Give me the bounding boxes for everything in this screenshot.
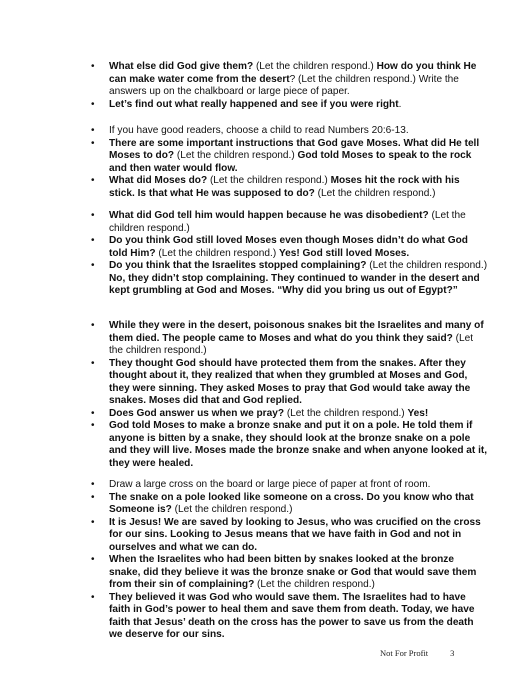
text-segment: (Let the children respond.) [314,187,436,199]
text-segment: (Let the children respond.) [109,210,466,234]
text-segment: They believed it was God who would save them. The Israelites had to have faith in God’s power to heal them and save them from death. Today, we have faith that Jesus’ death on the cross has the power to save us from the death we deserve for our sins. [109,591,475,640]
list-item [88,260,488,298]
list-item [88,138,488,176]
text-segment: When the Israelites who had been bitten by snakes looked at the bronze snake, did they believe it was the bronze snake or God that would save them from their sin of complaining? [109,554,477,590]
item-text [109,479,431,490]
text-segment: They thought God should have protected them from the snakes. After they thought about it, they realized that when they grumbled at Moses and God, they were sinning. They asked Moses to pray that God would take away the snakes. Moses did that and God replied. [109,357,471,406]
text-segment: Does God answer us when we pray? [109,407,285,419]
lesson-group-2 [88,125,488,200]
text-segment: The snake on a pole looked like someone on a cross. Do you know who that Someone is? [109,491,474,515]
bullet-icon: • [91,260,95,271]
text-segment: What did God tell him would happen because he was disobedient? [109,210,429,221]
lesson-group-1 [88,61,488,111]
item-text [109,260,487,296]
text-segment: (Let the children respond.) [253,61,377,72]
bullet-icon: • [91,420,95,431]
bullet-icon: • [91,320,95,331]
list-item [88,210,488,235]
text-segment: How do you think He can make water come from the desert [109,61,477,85]
item-text [109,420,487,469]
item-text [109,210,466,234]
text-segment: Yes! [407,407,429,419]
list-item [88,235,488,260]
bullet-icon: • [91,479,95,490]
text-segment: Let’s find out what really happened and see if you were right [109,98,399,110]
text-segment: . [398,98,402,110]
bullet-icon: • [91,137,95,149]
bullet-icon: • [91,210,95,221]
bullet-icon: • [91,61,95,72]
text-segment: Yes! God still loved Moses. [278,247,410,259]
item-text [109,517,481,553]
text-segment: What else did God give them? [109,61,254,72]
list-item [88,517,488,555]
bullet-icon: • [91,98,95,110]
list-item [88,479,488,492]
bullet-icon: • [91,516,95,528]
item-text [109,492,474,516]
lesson-group-4 [88,320,488,470]
text-segment: (Let the children respond.) [171,504,293,515]
bullet-icon: • [91,554,95,565]
list-item [88,408,488,421]
text-segment: (Let the children respond.) [155,247,279,259]
text-segment: (Let the children respond.) [284,407,408,419]
text-segment: God told Moses to make a bronze snake and put it on a pole. He told them if anyone is bitten by a snake, they should look at the bronze snake on a pole and they will live. Moses made the bronze snake and when anyone looked at it, they were healed. [109,420,488,469]
item-text [109,408,428,419]
item-text [109,138,479,174]
footer-text: Not For Profit [380,648,429,658]
list-item [88,420,488,470]
text-segment: Do you think that the Israelites stopped complaining? [109,260,367,271]
bullet-icon: • [91,175,95,186]
list-item [88,492,488,517]
page-footer [380,648,454,658]
text-segment: While they were in the desert, poisonous snakes bit the Israelites and many of them died. The people came to Moses and what do you think they said? [109,320,484,344]
list-item [88,125,488,138]
text-segment: (Let the children respond.) [254,579,375,590]
text-segment: (Let the children respond.) [207,175,331,186]
text-segment: (Let the children respond.) [109,332,474,356]
page-number: 3 [450,648,455,658]
text-segment: God told Moses to speak to the rock and then water would flow. [109,150,472,174]
bullet-icon: • [91,235,95,246]
text-segment: ? (Let the children respond.) Write the answers up on the chalkboard or large piece of paper. [109,73,459,97]
item-text [109,592,475,641]
item-text [109,320,484,356]
list-item [88,592,488,642]
item-text [109,61,476,97]
bullet-icon: • [91,357,95,369]
item-text [109,358,470,407]
text-segment: It is Jesus! We are saved by looking to Jesus, who was crucified on the cross for our sins. Looking to Jesus means that we have faith in God and not in ourselves and what we can do. [109,516,481,553]
text-segment: (Let the children respond.) [366,260,488,271]
item-text [109,175,460,199]
lesson-group-5 [88,479,488,642]
text-segment: There are some important instructions that God gave Moses. What did He tell Moses to do? [109,137,480,161]
list-item [88,175,488,200]
item-text [109,554,476,590]
bullet-icon: • [91,125,95,136]
bullet-icon: • [91,591,95,603]
list-item [88,61,488,99]
bullet-icon: • [91,491,95,503]
item-text [109,235,468,259]
lesson-group-3 [88,210,488,298]
text-segment: No, they didn’t stop complaining. They continued to wander in the desert and kept grumbling at God and Moses. “Why did you bring us out of Egypt?” [109,272,480,296]
list-item [88,554,488,592]
list-item [88,358,488,408]
text-segment: What did Moses do? [109,175,208,186]
text-segment: Moses hit the rock with his stick. Is that what He was supposed to do? [109,175,460,199]
list-item [88,99,488,112]
text-segment: If you have good readers, choose a child to read Numbers 20:6-13. [109,125,409,136]
text-segment: (Let the children respond.) [174,150,298,161]
text-segment: Do you think God still loved Moses even though Moses didn’t do what God told Him? [109,235,468,259]
text-segment: Draw a large cross on the board or large piece of paper at front of room. [109,479,431,490]
bullet-icon: • [91,407,95,419]
list-item [88,320,488,358]
item-text [109,125,409,136]
item-text [109,99,401,110]
